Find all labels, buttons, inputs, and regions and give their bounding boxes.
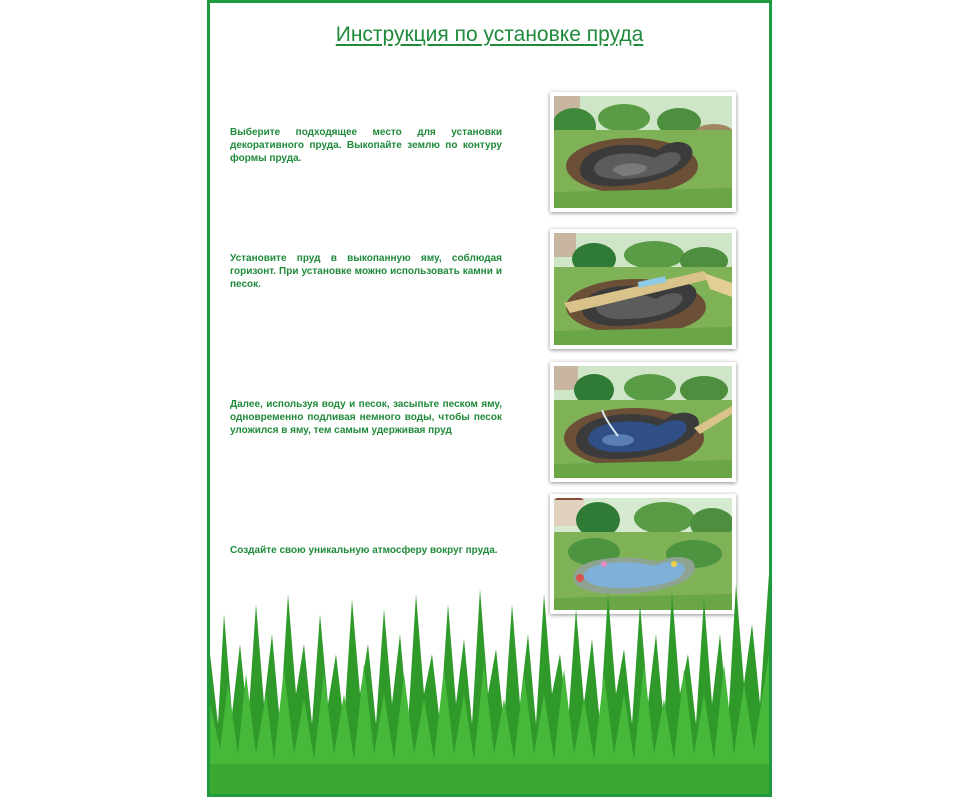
step-1-text: Выберите подходящее место для установки декоративного пруда. Выкопайте землю по контуру формы пруда. xyxy=(230,127,502,164)
step-1-photo xyxy=(550,92,736,212)
step-4-text: Создайте свою уникальную атмосферу вокруг пруда. xyxy=(230,545,498,556)
instruction-sheet xyxy=(207,0,772,797)
page-title: Инструкция по установке пруда xyxy=(335,23,644,46)
step-1-illustration xyxy=(554,96,732,208)
step-2-photo xyxy=(550,229,736,349)
step-3-text: Далее, используя воду и песок, засыпьте песком яму, одновременно подливая немного воды, чтобы песок уложился в яму, тем самым удерживая пруд xyxy=(230,399,502,436)
step-3-illustration xyxy=(554,366,732,478)
step-2-text: Установите пруд в выкопанную яму, соблюдая горизонт. При установке можно использовать камни и песок. xyxy=(230,253,502,290)
step-2-illustration xyxy=(554,233,732,345)
step-3-photo xyxy=(550,362,736,482)
grass-border xyxy=(210,574,769,794)
